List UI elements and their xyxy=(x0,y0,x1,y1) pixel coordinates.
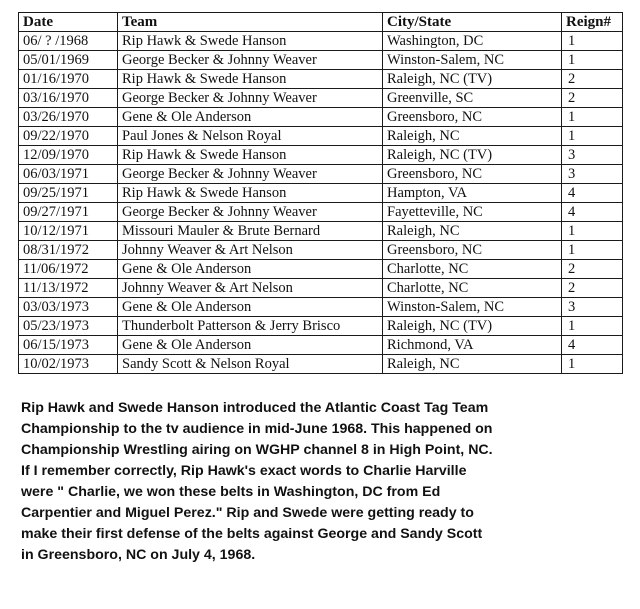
table-row xyxy=(19,146,623,165)
table-row xyxy=(19,317,623,336)
date-cell: 01/16/1970 xyxy=(19,70,118,89)
date-cell: 10/12/1971 xyxy=(19,222,118,241)
reign-cell: 1 xyxy=(562,32,623,51)
table-row xyxy=(19,260,623,279)
table-row xyxy=(19,32,623,51)
column-header-team: Team xyxy=(118,13,383,32)
reign-cell: 3 xyxy=(562,298,623,317)
date-cell: 08/31/1972 xyxy=(19,241,118,260)
team-cell: Gene & Ole Anderson xyxy=(118,260,383,279)
team-cell: Gene & Ole Anderson xyxy=(118,108,383,127)
city-state-cell: Winston-Salem, NC xyxy=(383,298,562,317)
reign-cell: 2 xyxy=(562,70,623,89)
city-state-cell: Charlotte, NC xyxy=(383,279,562,298)
date-cell: 05/01/1969 xyxy=(19,51,118,70)
city-state-cell: Raleigh, NC xyxy=(383,355,562,374)
city-state-cell: Greensboro, NC xyxy=(383,241,562,260)
team-cell: Sandy Scott & Nelson Royal xyxy=(118,355,383,374)
team-cell: Gene & Ole Anderson xyxy=(118,336,383,355)
team-cell: Paul Jones & Nelson Royal xyxy=(118,127,383,146)
reign-cell: 1 xyxy=(562,241,623,260)
reign-cell: 1 xyxy=(562,51,623,70)
story-line: Rip Hawk and Swede Hanson introduced the Atlantic Coast Tag Team xyxy=(21,400,489,416)
table-row xyxy=(19,184,623,203)
column-header-date: Date xyxy=(19,13,118,32)
story-line: If I remember correctly, Rip Hawk's exact words to Charlie Harville xyxy=(21,463,467,479)
team-cell: Gene & Ole Anderson xyxy=(118,298,383,317)
team-cell: George Becker & Johnny Weaver xyxy=(118,165,383,184)
table-row xyxy=(19,298,623,317)
city-state-cell: Raleigh, NC (TV) xyxy=(383,317,562,336)
table-row xyxy=(19,70,623,89)
table-row xyxy=(19,203,623,222)
date-cell: 03/16/1970 xyxy=(19,89,118,108)
table-row xyxy=(19,336,623,355)
table-row xyxy=(19,165,623,184)
story-line: make their first defense of the belts against George and Sandy Scott xyxy=(21,526,483,542)
date-cell: 03/03/1973 xyxy=(19,298,118,317)
reign-cell: 4 xyxy=(562,336,623,355)
city-state-cell: Raleigh, NC (TV) xyxy=(383,70,562,89)
reign-cell: 2 xyxy=(562,260,623,279)
reign-cell: 1 xyxy=(562,317,623,336)
date-cell: 03/26/1970 xyxy=(19,108,118,127)
team-cell: Missouri Mauler & Brute Bernard xyxy=(118,222,383,241)
city-state-cell: Raleigh, NC (TV) xyxy=(383,146,562,165)
story-line: Championship Wrestling airing on WGHP channel 8 in High Point, NC. xyxy=(21,442,493,458)
table-row xyxy=(19,108,623,127)
date-cell: 11/06/1972 xyxy=(19,260,118,279)
table-body xyxy=(19,32,623,374)
table-header-row xyxy=(19,13,623,32)
story-paragraph xyxy=(21,398,633,566)
team-cell: George Becker & Johnny Weaver xyxy=(118,89,383,108)
reign-cell: 4 xyxy=(562,184,623,203)
reign-cell: 2 xyxy=(562,89,623,108)
city-state-cell: Hampton, VA xyxy=(383,184,562,203)
team-cell: Rip Hawk & Swede Hanson xyxy=(118,70,383,89)
table-row xyxy=(19,279,623,298)
title-history-table-container xyxy=(18,12,622,372)
team-cell: Johnny Weaver & Art Nelson xyxy=(118,241,383,260)
date-cell: 11/13/1972 xyxy=(19,279,118,298)
reign-cell: 3 xyxy=(562,165,623,184)
team-cell: Rip Hawk & Swede Hanson xyxy=(118,32,383,51)
date-cell: 09/27/1971 xyxy=(19,203,118,222)
story-line: Carpentier and Miguel Perez." Rip and Swede were getting ready to xyxy=(21,505,474,521)
city-state-cell: Charlotte, NC xyxy=(383,260,562,279)
date-cell: 05/23/1973 xyxy=(19,317,118,336)
reign-cell: 3 xyxy=(562,146,623,165)
table-row xyxy=(19,51,623,70)
team-cell: Rip Hawk & Swede Hanson xyxy=(118,184,383,203)
reign-cell: 1 xyxy=(562,222,623,241)
city-state-cell: Greensboro, NC xyxy=(383,108,562,127)
title-history-table xyxy=(18,12,623,374)
team-cell: Rip Hawk & Swede Hanson xyxy=(118,146,383,165)
table-row xyxy=(19,89,623,108)
table-row xyxy=(19,127,623,146)
reign-cell: 2 xyxy=(562,279,623,298)
team-cell: George Becker & Johnny Weaver xyxy=(118,203,383,222)
reign-cell: 1 xyxy=(562,108,623,127)
column-header-reign: Reign# xyxy=(562,13,623,32)
team-cell: Thunderbolt Patterson & Jerry Brisco xyxy=(118,317,383,336)
city-state-cell: Greensboro, NC xyxy=(383,165,562,184)
column-header-city-state: City/State xyxy=(383,13,562,32)
date-cell: 06/ ? /1968 xyxy=(19,32,118,51)
date-cell: 06/15/1973 xyxy=(19,336,118,355)
table-row xyxy=(19,222,623,241)
team-cell: Johnny Weaver & Art Nelson xyxy=(118,279,383,298)
city-state-cell: Raleigh, NC xyxy=(383,127,562,146)
city-state-cell: Richmond, VA xyxy=(383,336,562,355)
reign-cell: 1 xyxy=(562,127,623,146)
date-cell: 10/02/1973 xyxy=(19,355,118,374)
date-cell: 09/25/1971 xyxy=(19,184,118,203)
city-state-cell: Winston-Salem, NC xyxy=(383,51,562,70)
story-line: in Greensboro, NC on July 4, 1968. xyxy=(21,547,256,563)
story-line: were " Charlie, we won these belts in Washington, DC from Ed xyxy=(21,484,441,500)
table-row xyxy=(19,241,623,260)
reign-cell: 4 xyxy=(562,203,623,222)
city-state-cell: Fayetteville, NC xyxy=(383,203,562,222)
date-cell: 06/03/1971 xyxy=(19,165,118,184)
city-state-cell: Greenville, SC xyxy=(383,89,562,108)
table-row xyxy=(19,355,623,374)
city-state-cell: Washington, DC xyxy=(383,32,562,51)
date-cell: 12/09/1970 xyxy=(19,146,118,165)
reign-cell: 1 xyxy=(562,355,623,374)
date-cell: 09/22/1970 xyxy=(19,127,118,146)
story-line: Championship to the tv audience in mid-June 1968. This happened on xyxy=(21,421,493,437)
city-state-cell: Raleigh, NC xyxy=(383,222,562,241)
team-cell: George Becker & Johnny Weaver xyxy=(118,51,383,70)
